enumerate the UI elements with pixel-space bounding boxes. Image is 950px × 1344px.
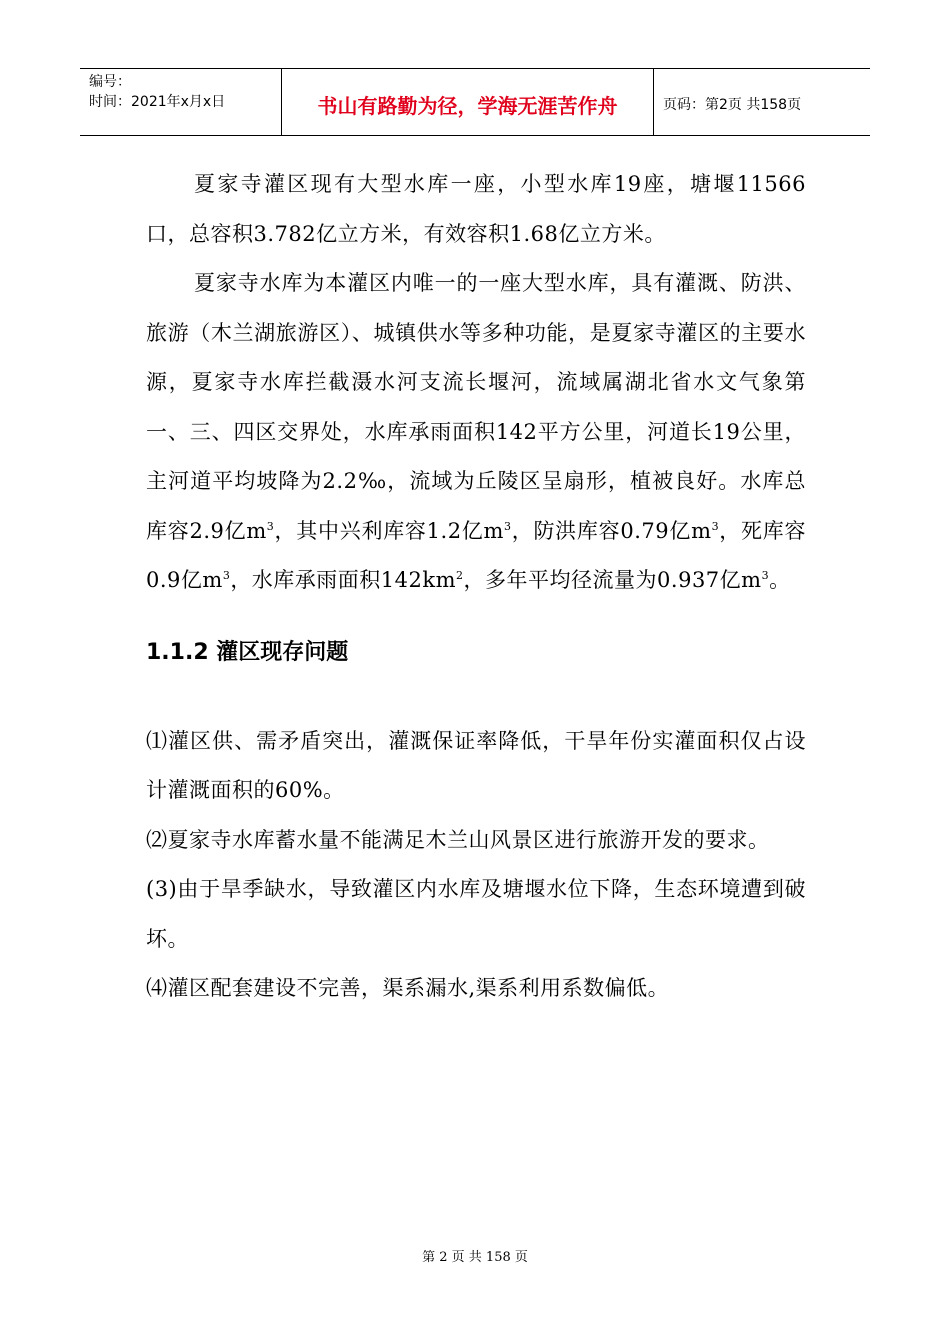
header-meta [80, 69, 282, 135]
header-motto: 书山有路勤为径，学海无涯苦作舟 [282, 69, 654, 135]
date-label: 时间：2021年x月x日 [89, 94, 226, 110]
list-item: ⑵夏家寺水库蓄水量不能满足木兰山风景区进行旅游开发的要求。 [146, 827, 770, 852]
list-item: ⑴灌区供、需矛盾突出，灌溉保证率降低，干旱年份实灌面积仅占设计灌溉面积的60%。 [146, 728, 806, 802]
header-page-info: 页码：第2页 共158页 [663, 97, 802, 113]
list-item: ⑷灌区配套建设不完善，渠系漏水,渠系利用系数偏低。 [146, 976, 670, 1000]
document-body [146, 160, 806, 1014]
page-footer: 第 2 页 共 158 页 [422, 1250, 528, 1265]
paragraph-reservoir-summary: 夏家寺灌区现有大型水库一座，小型水库19座，塘堰11566口，总容积3.782亿立方米，有效容积1.68亿立方米。 [146, 172, 806, 246]
serial-label: 编号： [89, 74, 131, 90]
page-header [80, 68, 870, 136]
list-item: (3)由于旱季缺水，导致灌区内水库及塘堰水位下降，生态环境遭到破坏。 [146, 877, 806, 951]
section-heading: 1.1.2 灌区现存问题 [146, 639, 349, 665]
paragraph-xiajiasi-reservoir: 夏家寺水库为本灌区内唯一的一座大型水库，具有灌溉、防洪、旅游（木兰湖旅游区）、城镇供水等多种功能，是夏家寺灌区的主要水源，夏家寺水库拦截滠水河支流长堰河，流域属湖北省水文气象第一、三、四区交界处，水库承雨面积142平方公里，河道长19公里，主河道平均坡降为2.2‰，流域为丘陵区呈扇形，植被良好。水库总库容2.9亿$m^3$，其中兴利库容1.2亿$m^3$，防洪库容0.79亿$m^3$，死库容0.9亿$m^3$，水库承雨面积$142km^2$，多年平均径流量为0.937亿$m^3$。 [146, 271, 807, 592]
